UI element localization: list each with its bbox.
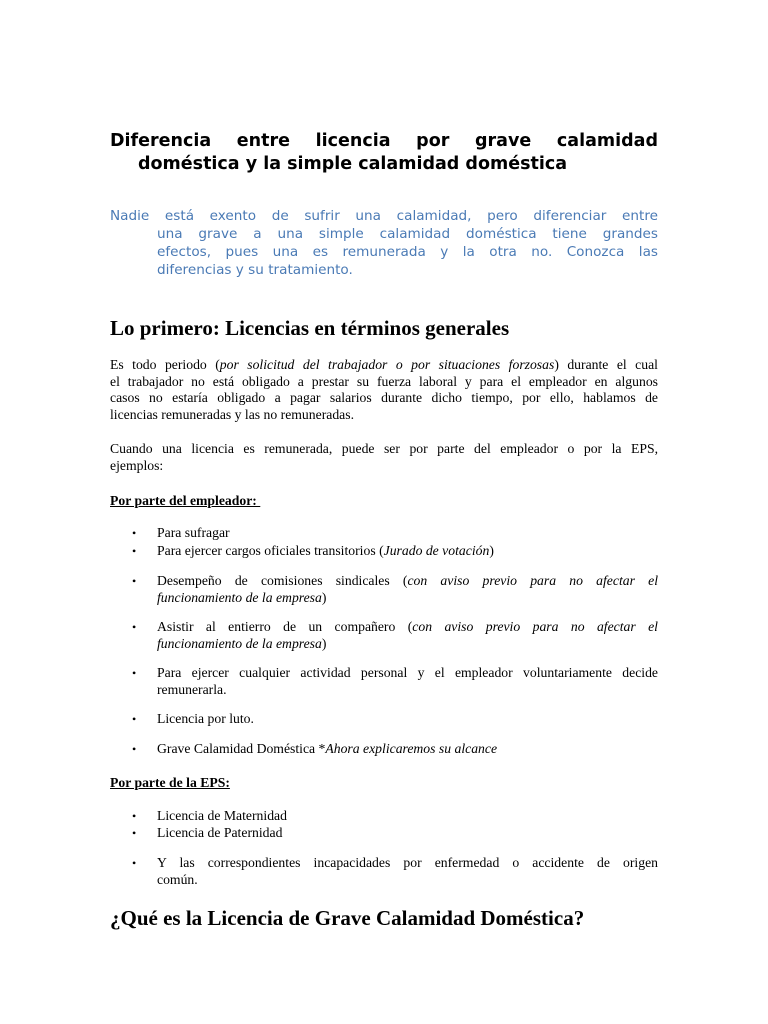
intro-line-2: una grave a una simple calamidad doméstica tiene grandes (157, 226, 658, 242)
bullet-icon: • (132, 826, 137, 840)
intro-line-4: diferencias y su tratamiento. (157, 262, 353, 278)
list-item: • Para ejercer cargos oficiales transitorios (Jurado de votación) (132, 543, 494, 558)
bullet-icon: • (132, 620, 137, 634)
bullet-icon: • (132, 544, 137, 558)
list-item: • Para sufragar (132, 525, 230, 540)
bullet-icon: • (132, 856, 137, 870)
list-item: • Para ejercer cualquier actividad personal y el empleador voluntariamente decide remunerarla. (132, 665, 658, 697)
title-line-2: doméstica y la simple calamidad doméstica (138, 154, 568, 174)
list-item: • Y las correspondientes incapacidades por enfermedad o accidente de origen común. (132, 855, 658, 887)
subheading-eps: Por parte de la EPS: (110, 775, 230, 790)
intro-line-3: efectos, pues una es remunerada y la otra no. Conozca las (157, 244, 658, 260)
bullet-icon: • (132, 712, 137, 726)
document-title (110, 130, 658, 176)
paragraph-definition: Es todo periodo (por solicitud del trabajador o por situaciones forzosas) durante el cual el trabajador no está obligado a prestar su fuerza laboral y para el empleador en algunos casos no estaría obligado a pagar salarios durante dicho tiempo, por ello, hablamos de licencias remuneradas y las no remuneradas. (110, 357, 658, 422)
subheading-empleador: Por parte del empleador: (110, 493, 261, 508)
bullet-icon: • (132, 574, 137, 588)
list-item: • Licencia de Paternidad (132, 825, 283, 840)
paragraph-remunerada: Cuando una licencia es remunerada, puede ser por parte del empleador o por la EPS, ejemplos: (110, 441, 658, 473)
intro-paragraph (110, 207, 658, 279)
bullet-icon: • (132, 526, 137, 540)
section-heading-grave-calamidad: ¿Qué es la Licencia de Grave Calamidad Doméstica? (110, 906, 585, 930)
title-line-1: Diferencia entre licencia por grave calamidad (110, 131, 658, 151)
intro-line-1: Nadie está exento de sufrir una calamidad, pero diferenciar entre (110, 208, 658, 224)
bullet-icon: • (132, 666, 137, 680)
section-heading-licencias: Lo primero: Licencias en términos generales (110, 316, 510, 340)
list-item: • Desempeño de comisiones sindicales (con aviso previo para no afectar el funcionamiento de la empresa) (132, 573, 658, 605)
list-item: • Licencia por luto. (132, 711, 254, 726)
list-item: • Asistir al entierro de un compañero (con aviso previo para no afectar el funcionamiento de la empresa) (132, 619, 658, 651)
list-item: • Grave Calamidad Doméstica *Ahora explicaremos su alcance (132, 741, 498, 756)
bullet-icon: • (132, 742, 137, 756)
list-item: • Licencia de Maternidad (132, 808, 287, 823)
bullet-icon: • (132, 809, 137, 823)
